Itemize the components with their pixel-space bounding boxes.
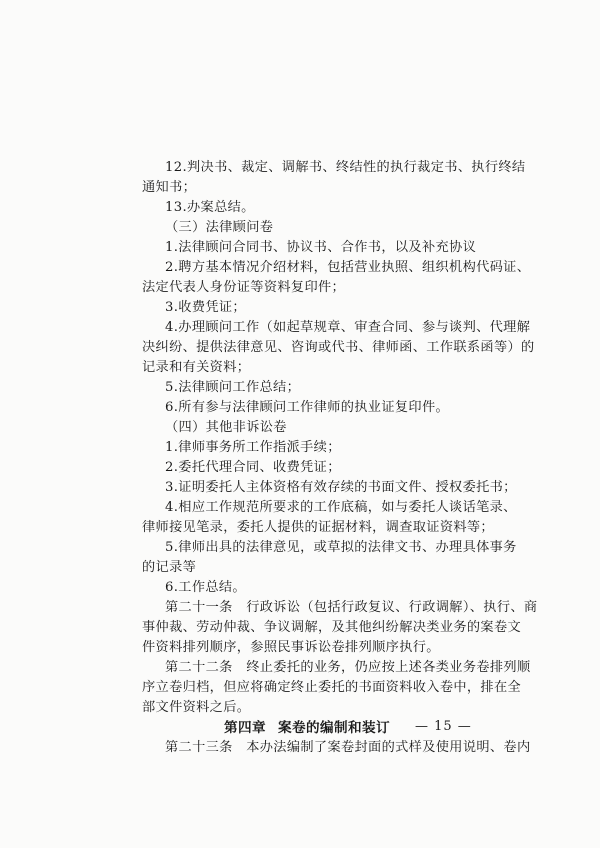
section-heading: （三）法律顾问卷 bbox=[165, 220, 274, 235]
article-23: 第二十三条 本办法编制了案卷封面的式样及使用说明、卷内 bbox=[165, 740, 531, 755]
article-21: 第二十一条 行政诉讼（包括行政复议、行政调解）、执行、商 bbox=[165, 600, 538, 615]
text-line: 通知书； bbox=[142, 180, 197, 195]
text-line: 4.办理顾问工作（如起草规章、审查合同、参与谈判、代理解 bbox=[165, 320, 531, 335]
body-text bbox=[142, 158, 538, 758]
text-line: 3.证明委托人主体资格有效存续的书面文件、授权委托书； bbox=[165, 480, 517, 495]
text-line: 序立卷归档，但应将确定终止委托的书面资料收入卷中，排在全 bbox=[142, 680, 522, 695]
text-line: 5.法律顾问工作总结； bbox=[165, 380, 301, 395]
chapter-number: 第四章 bbox=[224, 720, 267, 736]
text-line: 决纠纷、提供法律意见、咨询或代书、律师函、工作联系函等）的 bbox=[142, 340, 535, 355]
chapter-title: 案卷的编制和装订 bbox=[278, 720, 390, 736]
text-line: 部文件资料之后。 bbox=[142, 700, 251, 715]
text-line: 2.聘方基本情况介绍材料，包括营业执照、组织机构代码证、 bbox=[165, 260, 531, 275]
article-22: 第二十二条 终止委托的业务，仍应按上述各类业务卷排列顺 bbox=[165, 660, 531, 675]
text-line: 12.判决书、裁定、调解书、终结性的执行裁定书、执行终结 bbox=[165, 160, 526, 175]
page-number: — 15 — bbox=[415, 719, 472, 734]
text-line: 1.律师事务所工作指派手续； bbox=[165, 440, 341, 455]
text-line: 记录和有关资料； bbox=[142, 360, 251, 375]
chapter-heading bbox=[142, 718, 462, 738]
text-line: 4.相应工作规范所要求的工作底稿，如与委托人谈话笔录、 bbox=[165, 500, 517, 515]
text-line: 的记录等 bbox=[142, 560, 197, 575]
text-line: 6.工作总结。 bbox=[165, 580, 246, 595]
text-line: 件资料排列顺序，参照民事诉讼卷排列顺序执行。 bbox=[142, 640, 440, 655]
text-line: 3.收费凭证； bbox=[165, 300, 246, 315]
text-line: 事仲裁、劳动仲裁、争议调解，及其他纠纷解决类业务的案卷文 bbox=[142, 620, 522, 635]
text-line: 1.法律顾问合同书、协议书、合作书，以及补充协议 bbox=[165, 240, 477, 255]
text-line: 2.委托代理合同、收费凭证； bbox=[165, 460, 341, 475]
text-line: 法定代表人身份证等资料复印件； bbox=[142, 280, 346, 295]
text-line: 6.所有参与法律顾问工作律师的执业证复印件。 bbox=[165, 400, 450, 415]
text-line: 13.办案总结。 bbox=[165, 200, 255, 215]
text-line: 5.律师出具的法律意见，或草拟的法律文书、办理具体事务 bbox=[165, 540, 517, 555]
section-heading: （四）其他非诉讼卷 bbox=[165, 420, 287, 435]
text-line: 律师接见笔录，委托人提供的证据材料，调查取证资料等； bbox=[142, 520, 494, 535]
